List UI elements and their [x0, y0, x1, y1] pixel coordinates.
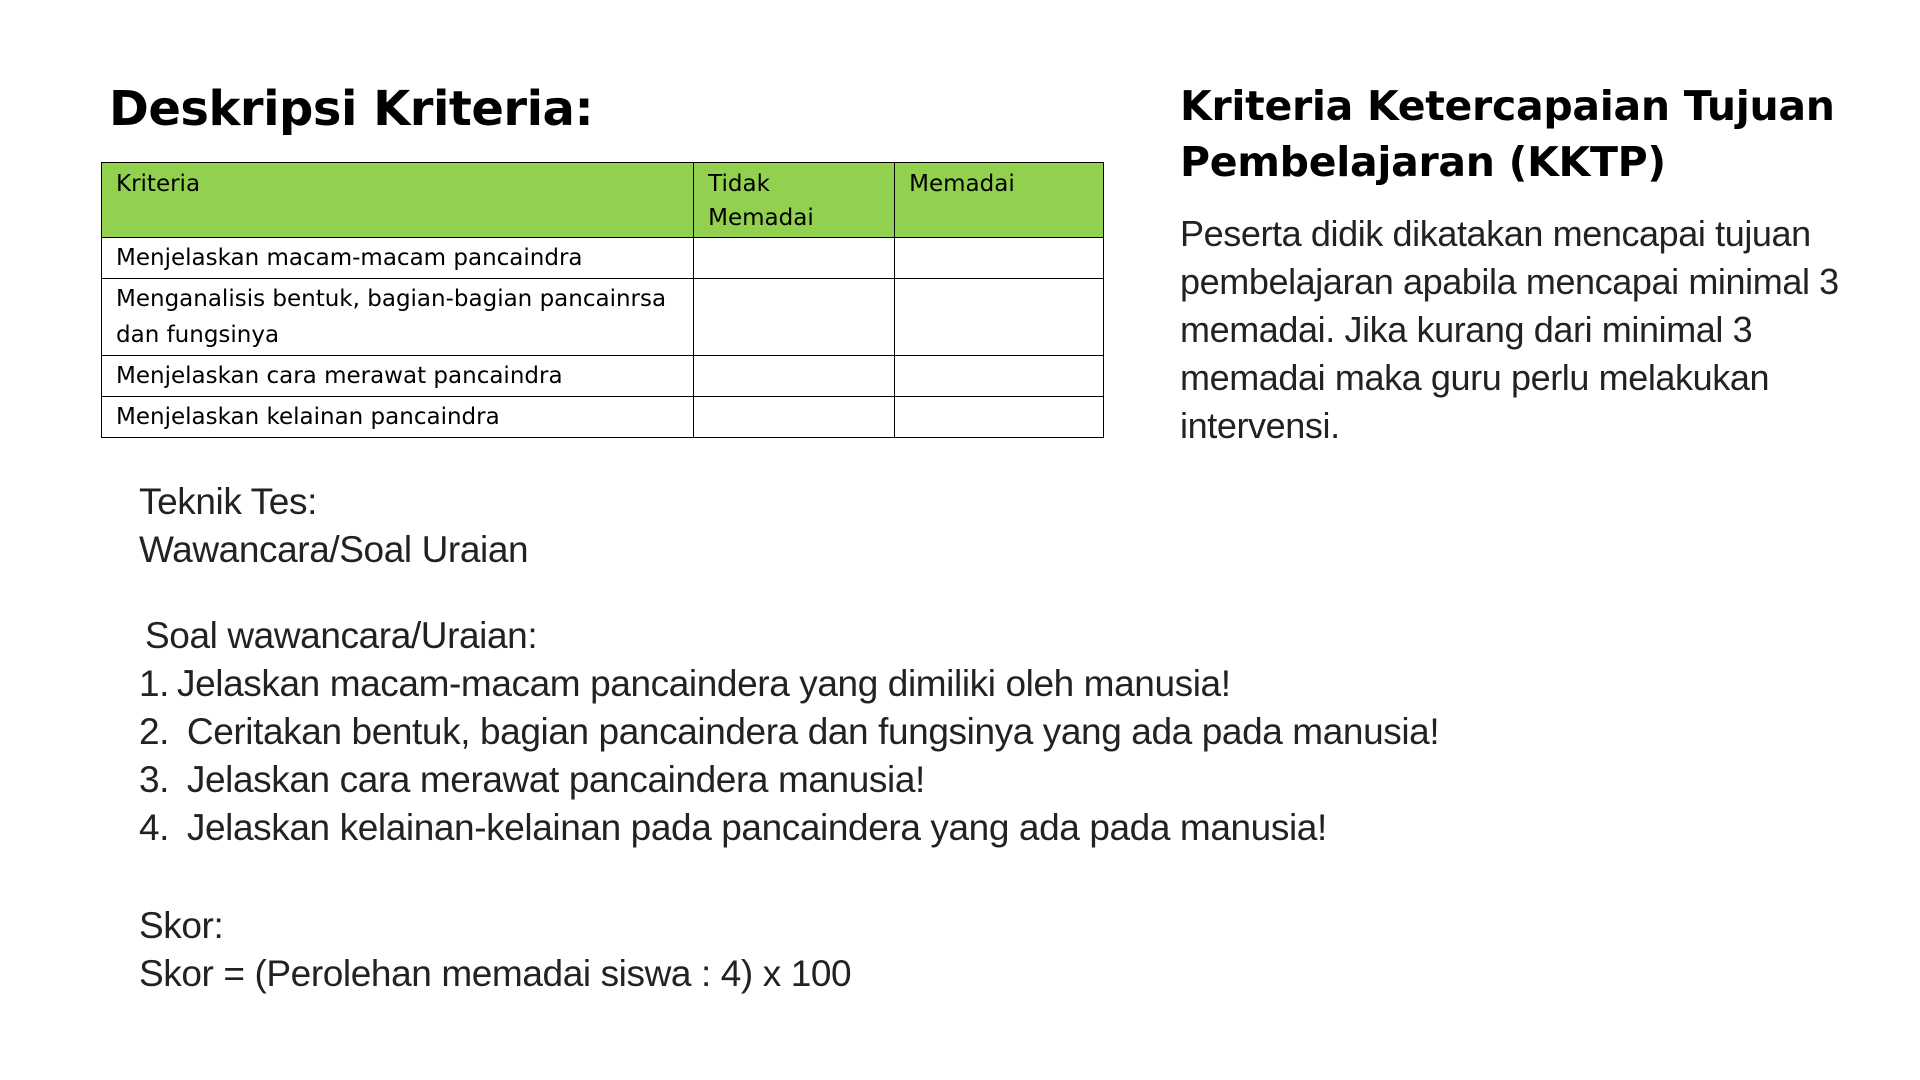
kktp-title: Kriteria Ketercapaian Tujuan Pembelajaran (KKTP)	[1180, 82, 1835, 186]
tidak-memadai-cell	[694, 397, 895, 438]
teknik-tes-label: Teknik Tes:	[139, 481, 317, 522]
list-item	[139, 756, 1439, 804]
teknik-tes-value: Wawancara/Soal Uraian	[139, 529, 529, 570]
criteria-title: Deskripsi Kriteria:	[109, 81, 594, 137]
question-number: 3.	[139, 759, 170, 800]
table-row	[102, 397, 1104, 438]
criteria-table	[101, 162, 1104, 438]
question-text: Jelaskan cara merawat pancaindera manusia!	[186, 759, 925, 800]
soal-heading: Soal wawancara/Uraian:	[145, 615, 538, 656]
tidak-memadai-cell	[694, 356, 895, 397]
memadai-cell	[895, 397, 1104, 438]
question-text: Jelaskan macam-macam pancaindera yang dimiliki oleh manusia!	[177, 663, 1231, 704]
tidak-memadai-cell	[694, 238, 895, 279]
list-item	[139, 708, 1439, 756]
header-memadai: Memadai	[895, 163, 1104, 238]
header-kriteria: Kriteria	[102, 163, 694, 238]
question-list	[139, 660, 1439, 852]
header-tidak-memadai: Tidak Memadai	[694, 163, 895, 238]
memadai-cell	[895, 279, 1104, 356]
table-row	[102, 238, 1104, 279]
list-item	[139, 804, 1439, 852]
question-number: 2.	[139, 711, 170, 752]
table-row	[102, 279, 1104, 356]
question-text: Ceritakan bentuk, bagian pancaindera dan fungsinya yang ada pada manusia!	[186, 711, 1440, 752]
criteria-cell: Menjelaskan kelainan pancaindra	[102, 397, 694, 438]
question-text: Jelaskan kelainan-kelainan pada pancaindera yang ada pada manusia!	[186, 807, 1327, 848]
teknik-tes-block	[139, 478, 528, 574]
list-item	[139, 660, 1439, 708]
question-number: 1.	[139, 663, 170, 704]
criteria-cell: Menganalisis bentuk, bagian-bagian pancainrsa dan fungsinya	[102, 279, 694, 356]
kktp-description: Peserta didik dikatakan mencapai tujuan pembelajaran apabila mencapai minimal 3 memadai. Jika kurang dari minimal 3 memadai maka guru perlu melakukan intervensi.	[1180, 213, 1839, 446]
skor-formula: Skor = (Perolehan memadai siswa : 4) x 100	[139, 953, 852, 994]
criteria-cell: Menjelaskan cara merawat pancaindra	[102, 356, 694, 397]
skor-block	[139, 902, 851, 998]
memadai-cell	[895, 238, 1104, 279]
table-header-row	[102, 163, 1104, 238]
criteria-cell: Menjelaskan macam-macam pancaindra	[102, 238, 694, 279]
skor-label: Skor:	[139, 905, 224, 946]
question-number: 4.	[139, 807, 170, 848]
memadai-cell	[895, 356, 1104, 397]
table-row	[102, 356, 1104, 397]
tidak-memadai-cell	[694, 279, 895, 356]
